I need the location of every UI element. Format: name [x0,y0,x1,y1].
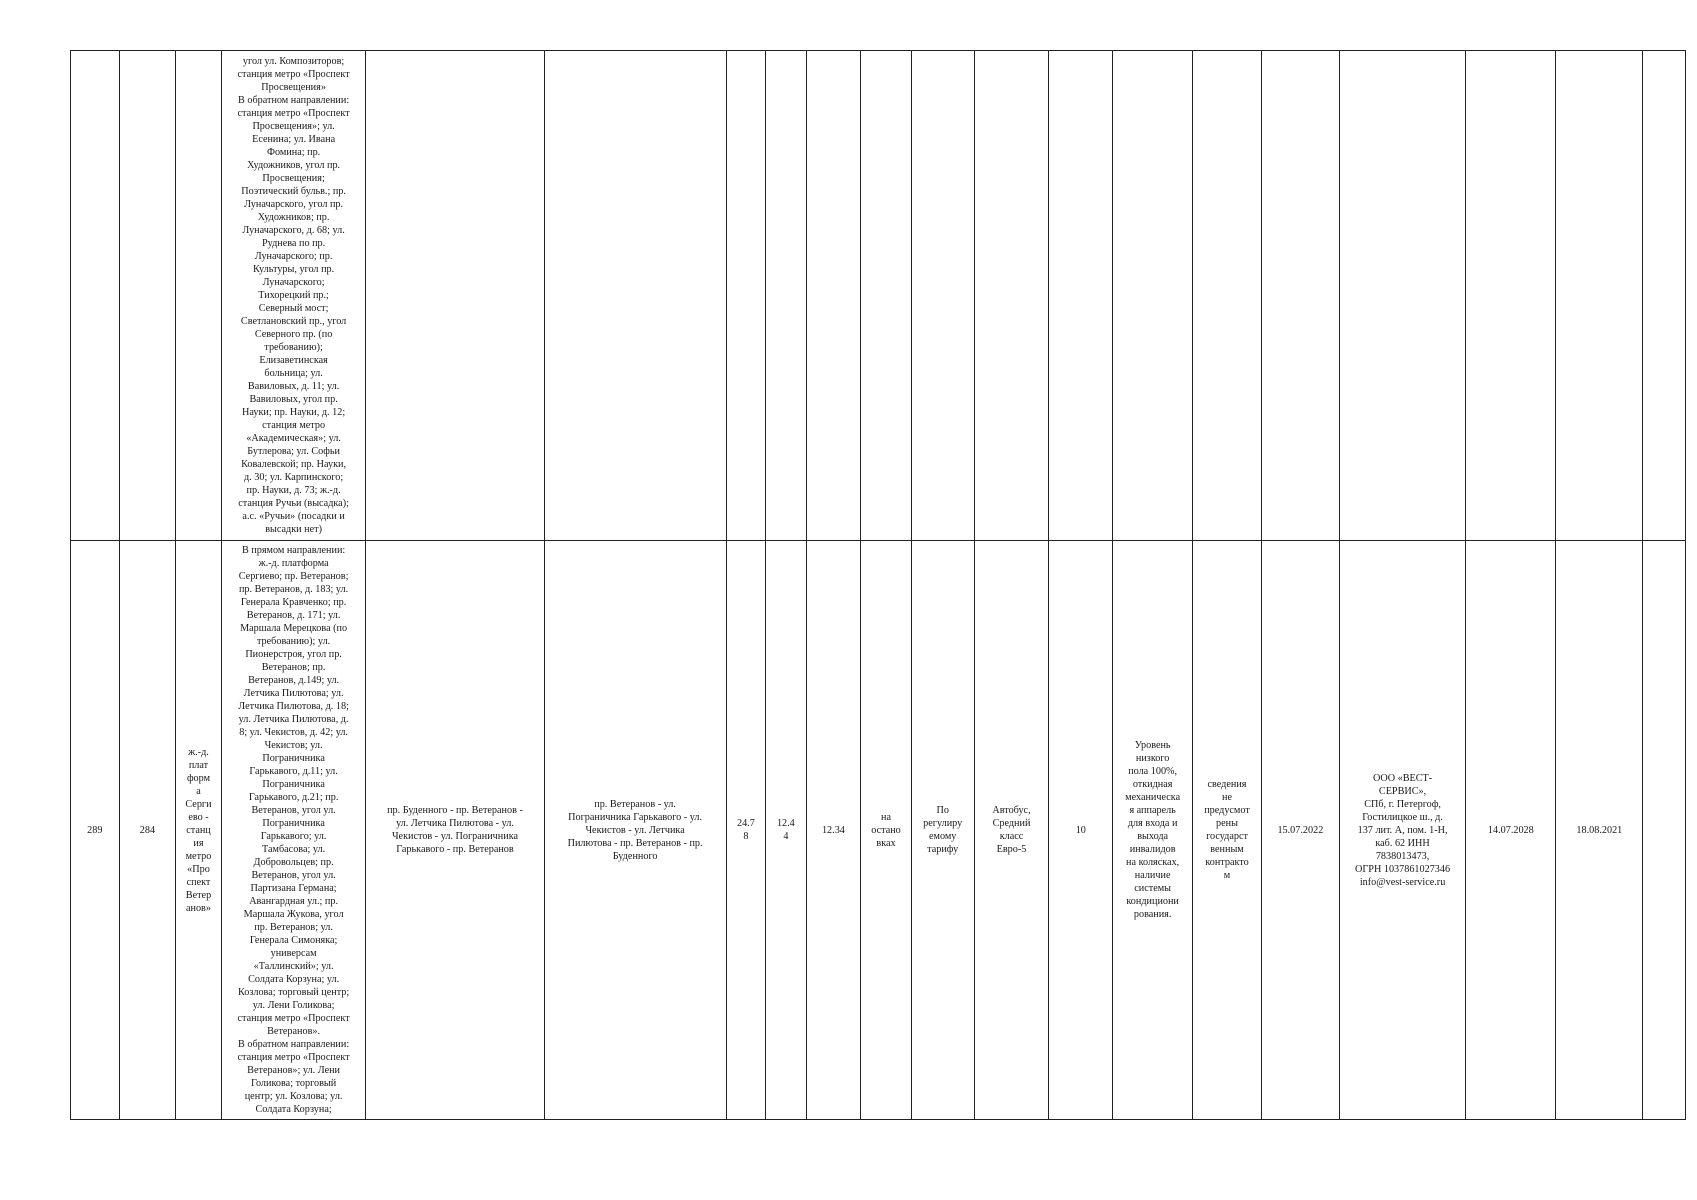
length-backward-cell: 12.4 4 [766,541,806,1120]
length-forward-cell [726,51,765,541]
route-name-cell: ж.-д. плат форм а Серги ево - станц ия метро «Про спект Ветер анов» [176,541,222,1120]
vehicle-characteristics-cell: Уровень низкого пола 100%, откидная механическа я аппарель для входа и выхода инвалидов на колясках, наличие системы кондициони рования. [1113,541,1193,1120]
tariff-cell [911,51,974,541]
contract-info-cell [1193,51,1262,541]
end-date-cell: 14.07.2028 [1466,541,1556,1120]
date-other-cell [1556,51,1643,541]
vehicle-count-cell [1049,51,1113,541]
length-forward-cell: 24.7 8 [726,541,765,1120]
start-date-cell [1261,51,1339,541]
contract-info-cell: сведения не предусмот рены государст венным контракто м [1193,541,1262,1120]
start-date-cell: 15.07.2022 [1261,541,1339,1120]
registration-number-cell [71,51,120,541]
tariff-cell: По регулиру емому тарифу [911,541,974,1120]
route-number-cell: 284 [119,541,176,1120]
length-value-cell [806,51,861,541]
table-row [71,51,1686,541]
note-cell [1643,541,1686,1120]
stops-cell: угол ул. Композиторов; станция метро «Проспект Просвещения» В обратном направлении: станция метро «Проспект Просвещения»; ул. Есенина; ул. Ивана Фомина; пр. Художников, угол пр. Просвещения; Поэтический бульв.; пр. Луначарского, угол пр. Художников; пр. Луначарского, д. 68; ул. Руднева по пр. Луначарского; пр. Культуры, угол пр. Луначарского; Тихорецкий пр.; Северный мост; Светлановский пр., угол Северного пр. (по требованию); Елизаветинская больница; ул. Вавиловых, д. 11; ул. Вавиловых, угол пр. Науки; пр. Науки, д. 12; станция метро «Академическая»; ул. Бутлерова; ул. Софьи Ковалевской; пр. Науки, д. 30; ул. Карпинского; пр. Науки, д. 73; ж.-д. станция Ручьи (высадка); а.с. «Ручьи» (посадки и высадки нет) [221,51,366,541]
vehicle-type-cell [974,51,1049,541]
carrier-cell [1339,51,1465,541]
carrier-cell: ООО «ВЕСТ- СЕРВИС», СПб, г. Петергоф, Гостилицкое ш., д. 137 лит. А, пом. 1-Н, каб. 62 ИНН 7838013473, ОГРН 1037861027346 info@vest-service.ru [1339,541,1465,1120]
route-registry-table [70,50,1686,1120]
streets-backward-cell [544,51,726,541]
date-other-cell: 18.08.2021 [1556,541,1643,1120]
route-name-cell [176,51,222,541]
note-cell [1643,51,1686,541]
streets-forward-cell [366,51,544,541]
boarding-order-cell: на остано вках [861,541,912,1120]
vehicle-characteristics-cell [1113,51,1193,541]
boarding-order-cell [861,51,912,541]
vehicle-type-cell: Автобус, Средний класс Евро-5 [974,541,1049,1120]
streets-forward-cell: пр. Буденного - пр. Ветеранов - ул. Летчика Пилютова - ул. Чекистов - ул. Пограничника Гарькавого - пр. Ветеранов [366,541,544,1120]
end-date-cell [1466,51,1556,541]
vehicle-count-cell: 10 [1049,541,1113,1120]
route-number-cell [119,51,176,541]
registration-number-cell: 289 [71,541,120,1120]
length-backward-cell [766,51,806,541]
length-value-cell: 12.34 [806,541,861,1120]
stops-cell: В прямом направлении: ж.-д. платформа Сергиево; пр. Ветеранов; пр. Ветеранов, д. 183; ул. Генерала Кравченко; пр. Ветеранов, д. 171; ул. Маршала Мерецкова (по требованию); ул. Пионерстроя, угол пр. Ветеранов; пр. Ветеранов, д.149; ул. Летчика Пилютова; ул. Летчика Пилютова, д. 18; ул. Летчика Пилютова, д. 8; ул. Чекистов, д. 42; ул. Чекистов; ул. Пограничника Гарькавого, д.11; ул. Пограничника Гарькавого, д.21; пр. Ветеранов, угол ул. Пограничника Гарькавого; ул. Тамбасова; ул. Добровольцев; пр. Ветеранов, угол ул. Партизана Германа; Авангардная ул.; пр. Маршала Жукова, угол пр. Ветеранов; ул. Генерала Симоняка; универсам «Таллинский»; ул. Солдата Корзуна; ул. Козлова; торговый центр; ул. Лени Голикова; станция метро «Проспект Ветеранов». В обратном направлении: станция метро «Проспект Ветеранов»; ул. Лени Голикова; торговый центр; ул. Козлова; ул. Солдата Корзуна; [221,541,366,1120]
streets-backward-cell: пр. Ветеранов - ул. Пограничника Гарькавого - ул. Чекистов - ул. Летчика Пилютова - пр. Ветеранов - пр. Буденного [544,541,726,1120]
table-row [71,541,1686,1120]
